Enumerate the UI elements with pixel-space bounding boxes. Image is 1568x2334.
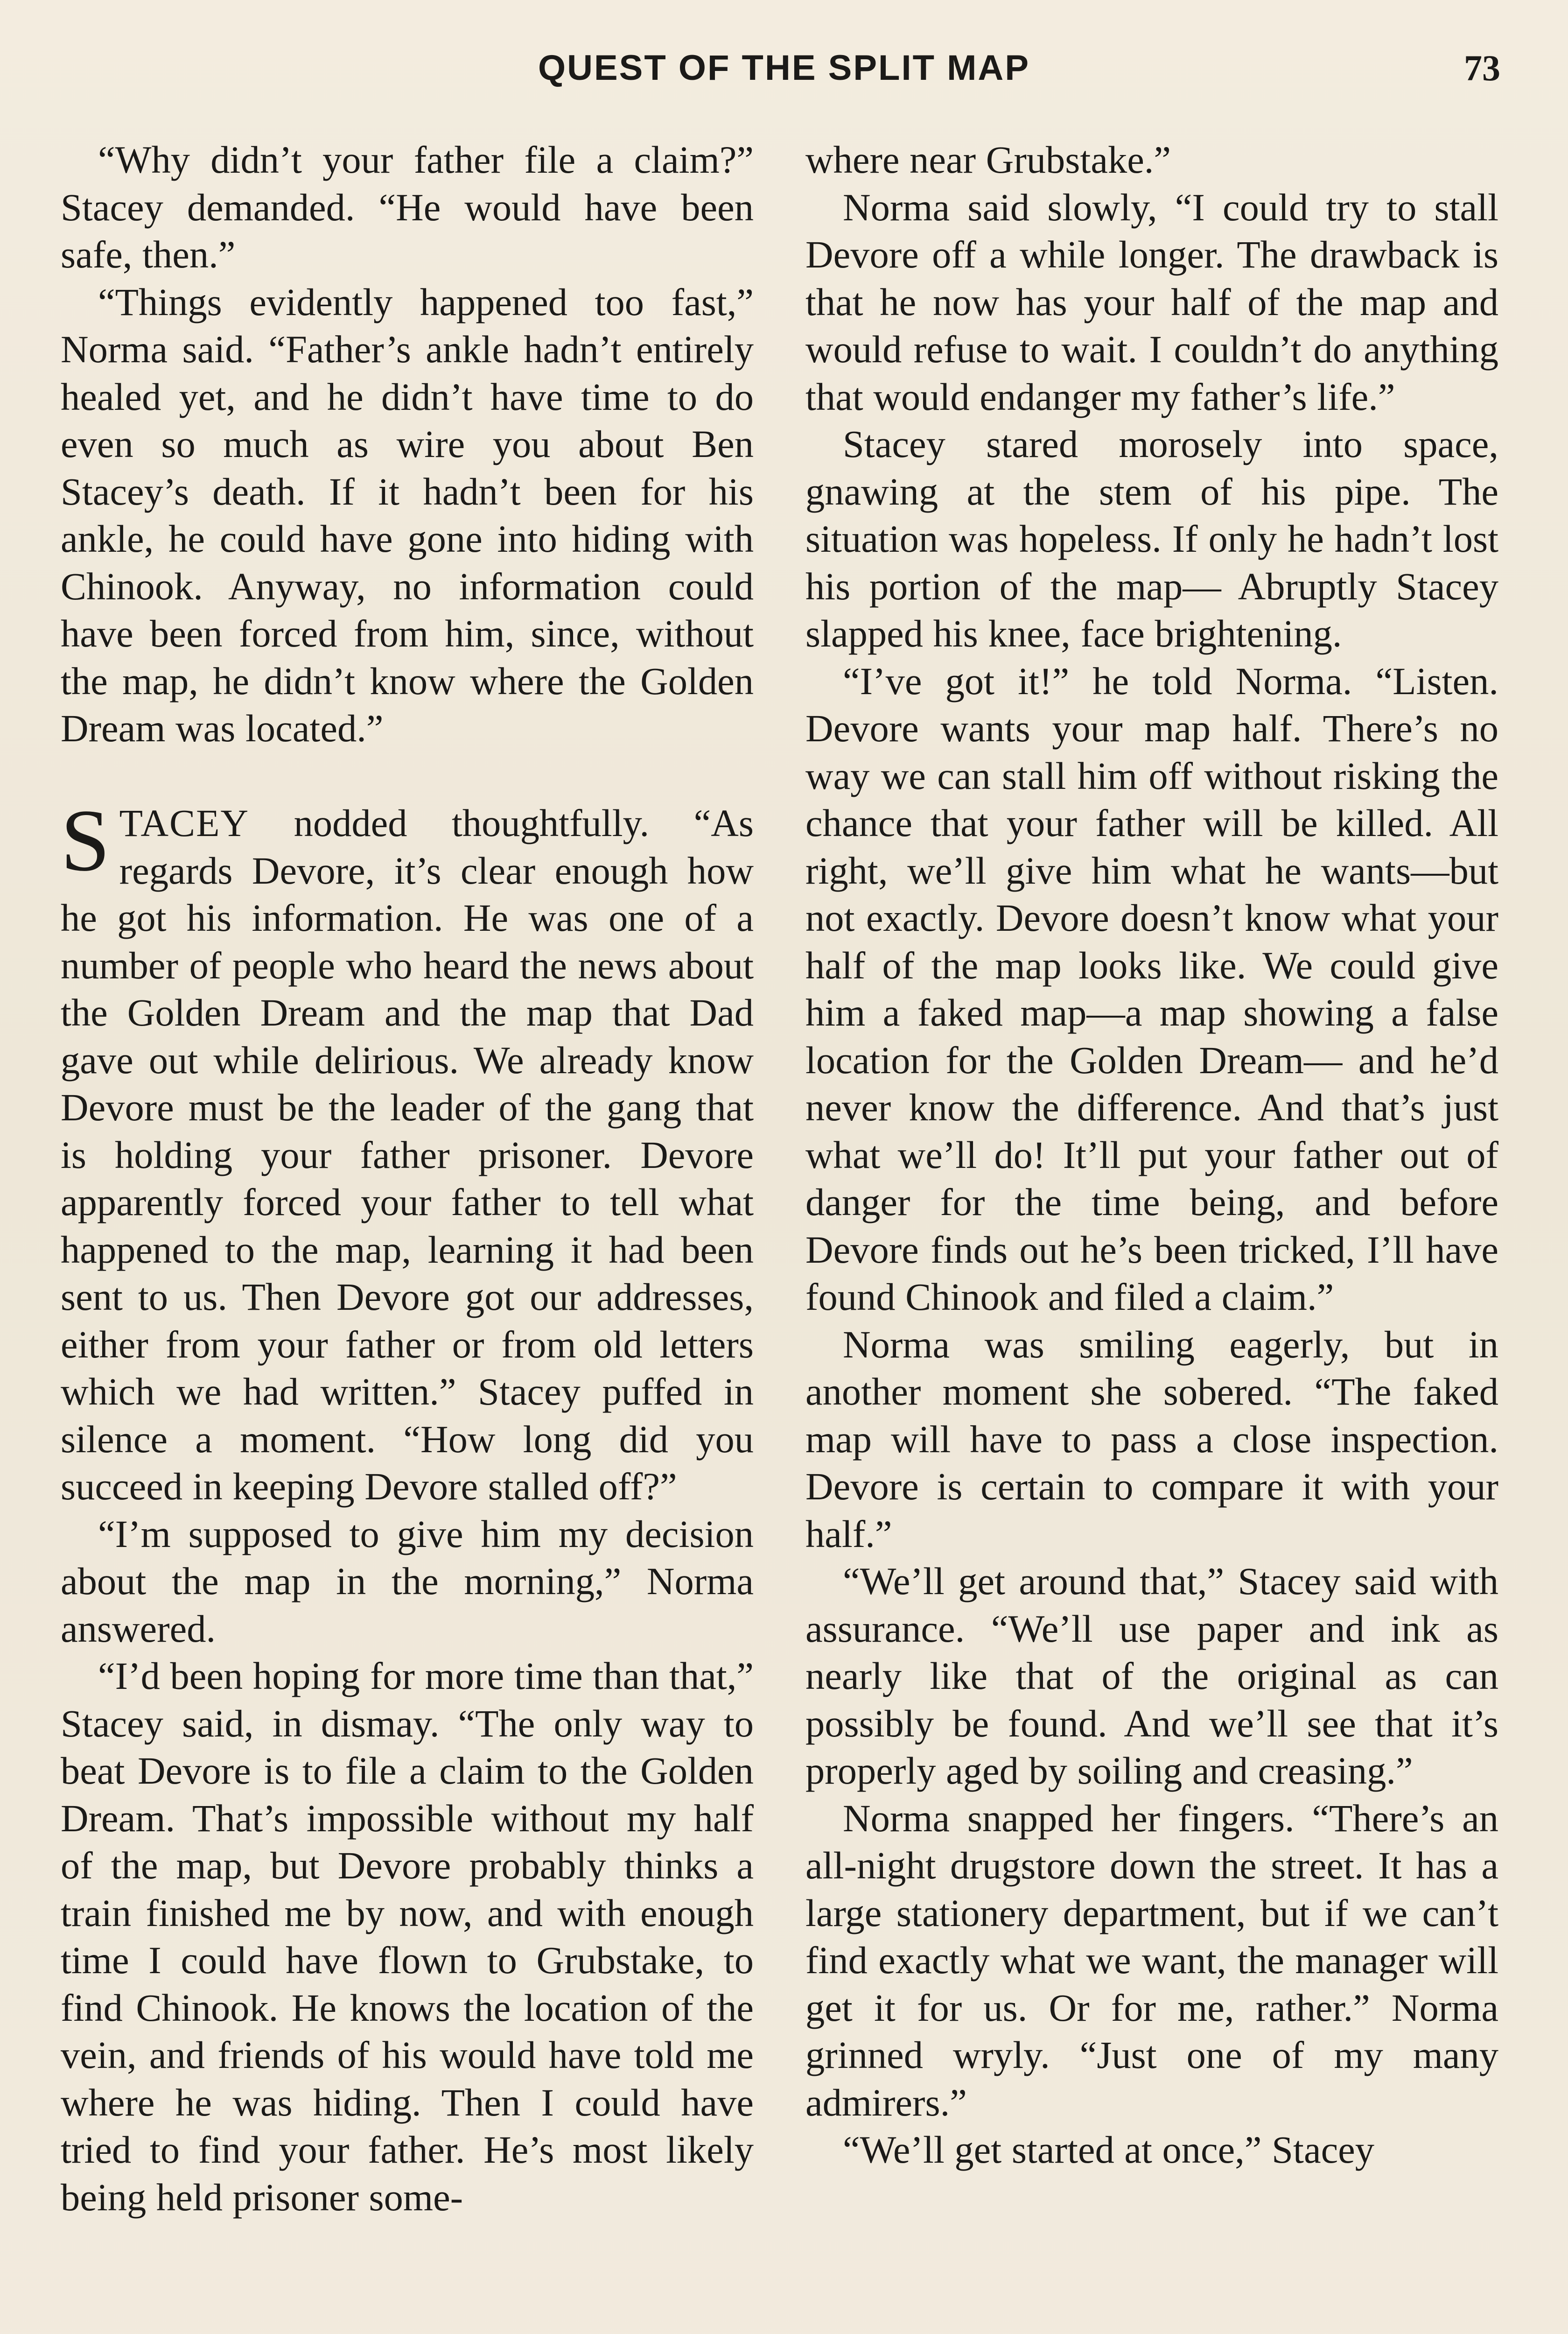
paragraph: “I’m supposed to give him my decision about the map in the morning,” Norma answered. [61, 1512, 754, 1650]
paragraph: Norma snapped her fingers. “There’s an all-night drugstore down the street. It has a large stationery department, but if we can’t find exactly what we want, the manager will get it for us. Or for me, rather.” Norma grinned wryly. “Just one of my many admirers.” [805, 1796, 1498, 2124]
paragraph: Stacey stared morosely into space, gnawing at the stem of his pipe. The situation was hopeless. If only he hadn’t lost his portion of the map— Abruptly Stacey slapped his knee, face brightening. [805, 422, 1498, 655]
paragraph: “We’ll get started at once,” Stacey [843, 2128, 1375, 2171]
paragraph: “Things evidently happened too fast,” Norma said. “Father’s ankle hadn’t entirely healed yet, and he didn’t have time to do even so much as wire you about Ben Stacey’s death. If it hadn’t been for his ankle, he could have gone into hiding with Chinook. Anyway, no information could have been forced from him, since, without the map, he didn’t know where the Golden Dream was located.” [61, 280, 754, 750]
small-caps-opening-word: TACEY [119, 801, 250, 844]
chapter-title: QUEST OF THE SPLIT MAP [538, 48, 1030, 88]
drop-cap-initial: S [61, 792, 110, 890]
paragraph: “Why didn’t your father file a claim?” Stacey demanded. “He would have been safe, then.” [61, 138, 754, 276]
paragraph-text: nodded thoughtfully. “As regards Devore, it’s clear enough how he got his information. He was one of a number of people who heard the news about the Golden Dream and the map that Dad gave out while delirious. We already know Devore must be the leader of the gang that is holding your father prisoner. Devore apparently forced your father to tell what happened to the map, learning it had been sent to us. Then Devore got our addresses, either from your father or from old letters which we had written.” Stacey puffed in silence a moment. “How long did you succeed in keeping Devore stalled off?” [61, 801, 754, 1508]
paragraph: “I’d been hoping for more time than that,” Stacey said, in dismay. “The only way to beat Devore is to file a claim to the Golden Dream. That’s impossible without my half of the map, but Devore probably thinks a train finished me by now, and with enough time I could have flown to Grubstake, to find Chinook. He knows the location of the vein, and friends of his would have told me where he was hiding. Then I could have tried to find your father. He’s most likely being held prisoner some- [61, 1654, 754, 2219]
left-text-column [61, 136, 754, 2221]
section-opening-paragraph [61, 792, 754, 1511]
page-number: 73 [1464, 48, 1500, 88]
paragraph: Norma said slowly, “I could try to stall Devore off a while longer. The drawback is that he now has your half of the map and would refuse to wait. I couldn’t do anything that would endanger my father’s life.” [805, 185, 1498, 418]
paragraph: “We’ll get around that,” Stacey said with assurance. “We’ll use paper and ink as nearly like that of the original as can possibly be found. And we’ll see that it’s properly aged by soiling and creasing.” [805, 1560, 1498, 1792]
section-spacer [61, 752, 754, 800]
running-header [0, 45, 1568, 101]
paragraph: Norma was smiling eagerly, but in another moment she sobered. “The faked map will have to pass a close inspection. Devore is certain to compare it with your half.” [805, 1322, 1498, 1555]
paragraph: “I’ve got it!” he told Norma. “Listen. Devore wants your map half. There’s no way we can stall him off without risking the chance that your father will be killed. All right, we’ll give him what he wants—but not exactly. Devore doesn’t know what your half of the map looks like. We could give him a faked map—a map showing a false location for the Golden Dream— and he’d never know the difference. And that’s just what we’ll do! It’ll put your father out of danger for the time being, and before Devore finds out he’s been tricked, I’ll have found Chinook and filed a claim.” [805, 659, 1498, 1318]
continued-paragraph: where near Grubstake.” [805, 138, 1171, 181]
right-text-column [805, 136, 1498, 2174]
